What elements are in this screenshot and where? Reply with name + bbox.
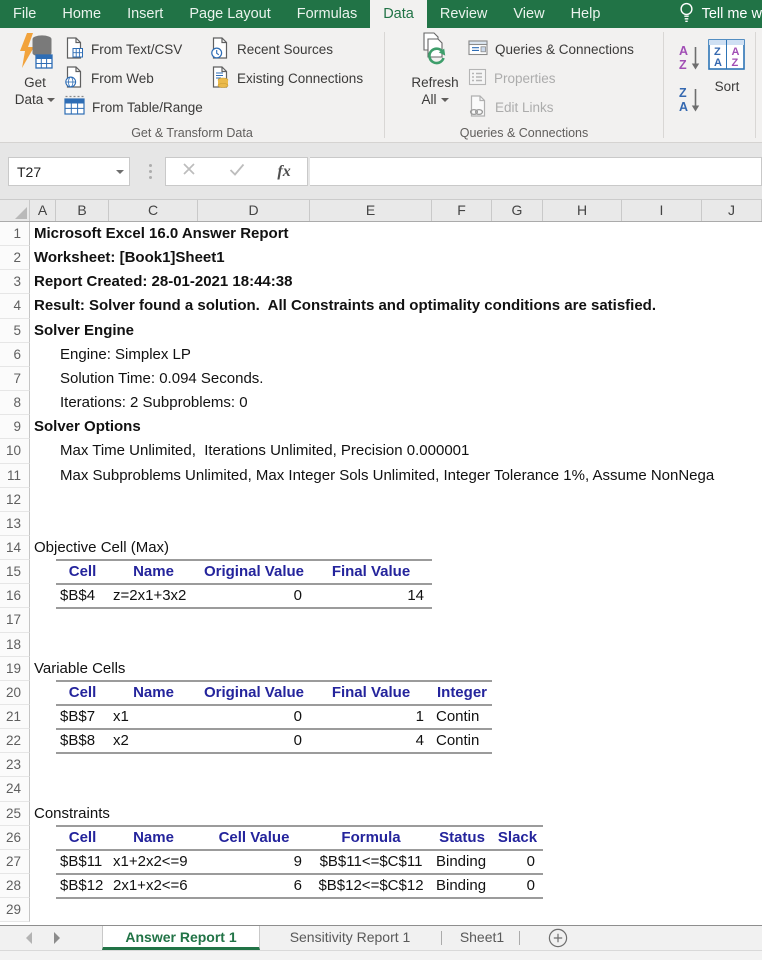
row-header-6[interactable]: 6 [0,343,30,367]
cell-B28[interactable]: $B$12 [60,877,104,894]
group-separator [384,32,385,138]
cell-D27[interactable]: 9 [293,853,302,870]
cell-B26[interactable]: Cell [68,829,97,846]
select-all-button[interactable] [0,200,30,221]
row-header-29[interactable]: 29 [0,898,30,922]
properties-label: Properties [494,70,556,86]
cell-C15[interactable]: Name [133,563,174,580]
cell-F28[interactable]: Binding [436,877,487,894]
sheet-tab-answer-report-1[interactable]: Answer Report 1 [102,926,260,950]
ribbon-tab-formulas[interactable]: Formulas [296,6,358,22]
group-label-queries-connections: Queries & Connections [459,126,589,140]
column-header-I[interactable]: I [622,200,702,221]
table-border-rule [56,583,432,585]
sheet-tab-separator [441,931,442,945]
cell-E28[interactable]: $B$12<=$C$12 [318,877,424,894]
row-header-11[interactable]: 11 [0,464,30,488]
get-data-label-line1: Get [24,75,46,90]
column-header-E[interactable]: E [310,200,432,221]
table-border-rule [56,752,492,754]
existing-connections-button[interactable] [210,65,363,91]
cell-C27[interactable]: x1+2x2<=9 [113,853,188,870]
table-border-rule [56,873,543,875]
row-header-28[interactable]: 28 [0,874,30,898]
table-border-rule [56,607,432,609]
cell-D20[interactable]: Original Value [203,684,305,701]
row-header-9[interactable]: 9 [0,415,30,439]
row-header-15[interactable]: 15 [0,560,30,584]
row-header-20[interactable]: 20 [0,681,30,705]
dropdown-caret-icon [441,98,449,102]
row-header-14[interactable]: 14 [0,536,30,560]
cell-D15[interactable]: Original Value [203,563,305,580]
cell-C28[interactable]: 2x1+x2<=6 [113,877,188,894]
row-header-18[interactable]: 18 [0,633,30,657]
new-sheet-button[interactable] [548,928,568,953]
svg-text:A: A [679,44,689,58]
column-header-B[interactable]: B [56,200,109,221]
group-separator [663,32,664,138]
refresh-all-icon [416,31,454,74]
sort-ascending-button[interactable] [676,42,702,79]
sheet-tab-separator [519,931,520,945]
get-data-icon [16,31,54,74]
recent-sources-icon [210,37,230,62]
cell-E27[interactable]: $B$11<=$C$11 [319,853,423,870]
cell-A9[interactable]: Solver Options [34,418,141,435]
from-text-csv-label: From Text/CSV [91,41,183,57]
cell-D22[interactable]: 0 [293,732,302,749]
cell-F27[interactable]: Binding [436,853,487,870]
row-header-10[interactable]: 10 [0,439,30,464]
row-header-24[interactable]: 24 [0,777,30,802]
lightbulb-icon [678,1,695,28]
ribbon-tab-view[interactable]: View [513,6,545,22]
cell-C16[interactable]: z=2x1+3x2 [113,587,187,604]
row-header-23[interactable]: 23 [0,753,30,777]
cell-A2[interactable]: Worksheet: [Book1]Sheet1 [34,249,225,266]
ribbon-tab-file[interactable]: File [13,6,37,22]
refresh-all-button[interactable] [404,31,466,139]
from-table-range-button[interactable] [64,94,203,120]
table-border-rule [56,728,492,730]
select-all-triangle-icon [15,207,27,219]
sheet-tab-bar [0,925,762,950]
column-header-D[interactable]: D [198,200,310,221]
cell-F21[interactable]: Contin [436,708,480,725]
tell-me-box[interactable] [678,0,762,28]
cell-C22[interactable]: x2 [113,732,129,749]
svg-text:Z: Z [714,46,721,58]
cell-A11[interactable]: Max Subproblems Unlimited, Max Integer Sols Unlimited, Integer Tolerance 1%, Assume NonNega [60,467,715,484]
svg-text:Z: Z [679,86,687,100]
row-header-19[interactable]: 19 [0,657,30,681]
row-header-4[interactable]: 4 [0,294,30,319]
cell-D16[interactable]: 0 [293,587,302,604]
svg-text:Z: Z [731,57,739,69]
cell-B15[interactable]: Cell [68,563,97,580]
text-csv-file-icon [64,37,84,62]
cell-C21[interactable]: x1 [113,708,129,725]
table-range-icon [64,95,85,119]
formula-bar-buttons [165,157,308,186]
row-header-21[interactable]: 21 [0,705,30,729]
cell-E21[interactable]: 1 [415,708,424,725]
row-header-7[interactable]: 7 [0,367,30,391]
cell-C26[interactable]: Name [133,829,174,846]
column-header-F[interactable]: F [432,200,492,221]
cell-D28[interactable]: 6 [293,877,302,894]
cell-F26[interactable]: Status [439,829,485,846]
web-globe-file-icon [64,66,84,91]
ribbon-tab-list [0,0,613,28]
svg-text:A: A [731,46,740,58]
existing-connections-label: Existing Connections [237,70,364,86]
row-header-26[interactable]: 26 [0,826,30,850]
cell-D21[interactable]: 0 [293,708,302,725]
column-header-G[interactable]: G [492,200,543,221]
cell-B22[interactable]: $B$8 [60,732,96,749]
enter-button[interactable] [229,163,245,181]
row-header-17[interactable]: 17 [0,608,30,633]
ribbon-tab-data[interactable]: Data [370,0,427,28]
cell-E15[interactable]: Final Value [331,563,411,580]
cell-C20[interactable]: Name [133,684,174,701]
formula-input[interactable] [310,157,762,186]
ribbon [0,28,762,143]
dropdown-caret-icon [47,98,55,102]
plus-circle-icon [548,928,568,948]
ribbon-tab-help[interactable]: Help [570,6,601,22]
cell-E22[interactable]: 4 [415,732,424,749]
name-box-value: T27 [17,163,42,180]
cell-B27[interactable]: $B$11 [60,853,103,870]
column-header-H[interactable]: H [543,200,622,221]
row-header-3[interactable]: 3 [0,270,30,294]
cell-A19[interactable]: Variable Cells [34,660,126,677]
cell-A3[interactable]: Report Created: 28-01-2021 18:44:38 [34,273,293,290]
from-text-csv-button[interactable] [64,36,182,62]
tell-me-label: Tell me w [701,6,762,22]
edit-links-icon [468,95,488,120]
table-border-rule [56,825,543,827]
from-web-label: From Web [91,70,154,86]
table-border-rule [56,680,492,682]
cell-A1[interactable]: Microsoft Excel 16.0 Answer Report [34,225,289,242]
sort-button[interactable] [708,39,746,76]
existing-connections-icon [210,66,230,91]
ribbon-tab-insert[interactable]: Insert [127,6,164,22]
row-header-22[interactable]: 22 [0,729,30,753]
sort-label: Sort [714,79,740,94]
table-border-rule [56,849,543,851]
sheet-tab-sensitivity-report-1[interactable]: Sensitivity Report 1 [289,929,411,945]
cell-F20[interactable]: Integer [436,684,487,701]
svg-text:A: A [714,57,722,69]
queries-connections-button[interactable] [468,36,634,62]
table-border-rule [56,897,543,899]
group-separator [755,32,756,138]
grid-body[interactable] [0,222,762,925]
formula-bar-row [0,143,762,200]
from-web-button[interactable] [64,65,154,91]
edit-links-label: Edit Links [495,99,554,115]
cell-E26[interactable]: Formula [341,829,401,846]
sort-descending-button[interactable] [676,84,702,121]
row-header-5[interactable]: 5 [0,319,30,343]
ribbon-tab-bar [0,0,762,28]
cell-A6[interactable]: Engine: Simplex LP [60,346,191,363]
status-bar [0,950,762,960]
ribbon-tab-home[interactable]: Home [62,6,102,22]
row-header-16[interactable]: 16 [0,584,30,608]
name-box[interactable] [8,157,130,186]
cell-A4[interactable]: Result: Solver found a solution. All Constraints and optimality conditions are satisfied. [34,297,657,314]
column-header-row [0,200,762,222]
row-header-25[interactable]: 25 [0,802,30,826]
cell-A10[interactable]: Max Time Unlimited, Iterations Unlimited, Precision 0.000001 [60,442,470,459]
recent-sources-label: Recent Sources [237,41,334,57]
formula-bar-grip[interactable] [149,164,152,167]
row-header-27[interactable]: 27 [0,850,30,874]
table-border-rule [56,704,492,706]
sort-za-icon [676,84,702,116]
queries-connections-label: Queries & Connections [495,41,634,57]
cancel-button[interactable] [182,162,196,181]
cell-A5[interactable]: Solver Engine [34,322,135,339]
from-table-range-label: From Table/Range [92,99,203,115]
sheet-scroll-left-icon[interactable] [26,932,32,944]
cell-F22[interactable]: Contin [436,732,480,749]
column-header-C[interactable]: C [109,200,198,221]
cell-G28[interactable]: 0 [526,877,535,894]
svg-text:A: A [679,100,689,114]
cell-G26[interactable]: Slack [497,829,538,846]
cell-A25[interactable]: Constraints [34,805,110,822]
row-header-8[interactable]: 8 [0,391,30,415]
properties-button[interactable] [468,65,556,91]
cell-G27[interactable]: 0 [526,853,535,870]
cell-E16[interactable]: 14 [407,587,424,604]
refresh-all-label-line1: Refresh [411,75,459,90]
get-data-button[interactable] [6,31,64,139]
cell-A7[interactable]: Solution Time: 0.094 Seconds. [60,370,264,387]
row-header-2[interactable]: 2 [0,246,30,270]
row-header-1[interactable]: 1 [0,222,30,246]
sheet-tab-sheet1[interactable]: Sheet1 [459,929,505,945]
cell-B21[interactable]: $B$7 [60,708,96,725]
queries-connections-icon [468,39,488,60]
recent-sources-button[interactable] [210,36,333,62]
group-label-get-transform: Get & Transform Data [131,126,253,140]
column-header-A[interactable]: A [30,200,56,221]
cell-B16[interactable]: $B$4 [60,587,96,604]
edit-links-button[interactable] [468,94,554,120]
properties-icon [468,68,487,89]
cell-D26[interactable]: Cell Value [218,829,290,846]
cell-B20[interactable]: Cell [68,684,97,701]
svg-text:Z: Z [679,58,687,72]
row-header-12[interactable]: 12 [0,488,30,512]
table-border-rule [56,559,432,561]
column-header-J[interactable]: J [702,200,762,221]
get-data-label-line2: Data [14,92,44,107]
insert-function-button[interactable]: fx [277,162,291,180]
cell-A14[interactable]: Objective Cell (Max) [34,539,170,556]
row-header-13[interactable]: 13 [0,512,30,536]
name-box-dropdown[interactable] [111,158,129,185]
sort-az-icon [676,42,702,74]
ribbon-tab-page-layout[interactable]: Page Layout [189,6,271,22]
ribbon-tab-review[interactable]: Review [439,6,488,22]
cell-E20[interactable]: Final Value [331,684,411,701]
cell-A8[interactable]: Iterations: 2 Subproblems: 0 [60,394,248,411]
sheet-scroll-right-icon[interactable] [54,932,60,944]
refresh-all-label-line2: All [421,92,437,107]
sort-dialog-icon [708,39,746,71]
